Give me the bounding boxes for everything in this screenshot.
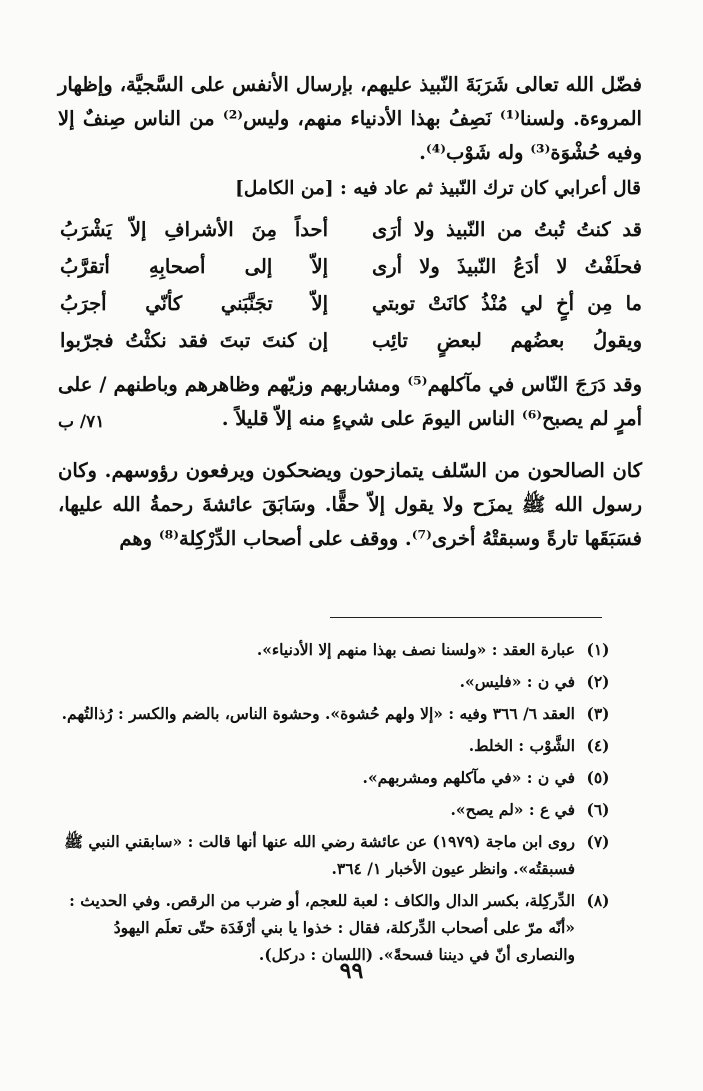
- footnote-number: (٦): [586, 800, 610, 819]
- folio-marker: ٧١/ ب: [58, 412, 105, 432]
- poem-verse: [60, 218, 642, 255]
- footnote-divider: [330, 617, 602, 618]
- footnotes: [57, 636, 617, 973]
- footnote-number: (٤): [586, 736, 610, 755]
- poem-verse: [60, 255, 642, 292]
- verse-second-hemistich: أحداً مِنَ الأشرافِ إلاّ يَشْرَبُ: [60, 218, 328, 241]
- verse-second-hemistich: إن كنتَ تبتَ فقد نكثْتُ فجرّبوا: [60, 329, 328, 352]
- footnote-text: في ع : «لم يصح».: [450, 800, 575, 819]
- footnote: [57, 732, 617, 759]
- verse-first-hemistich: فحلَفْتُ لا أدَعُ النّبيذَ ولا أرى: [372, 255, 642, 278]
- footnote-number: (٢): [586, 672, 610, 691]
- footnote-text: روى ابن ماجة (١٩٧٩) عن عائشة رضي الله عنها أنها قالت : «سابقني النبي ﷺ فسبقتُه». وانظر عيون الأخبار ١/ ٣٦٤.: [64, 832, 575, 878]
- poem: [60, 218, 642, 366]
- footnote-text: عبارة العقد : «ولسنا نصف بهذا منهم إلا الأدنياء».: [256, 640, 575, 659]
- poem-verse: [60, 329, 642, 366]
- footnote-number: (٥): [586, 768, 610, 787]
- paragraph-3: كان الصالحون من السّلف يتمازحون ويضحكون ويرفعون رؤوسهم. وكان رسول الله ﷺ يمزَح ولا يقول إلاّ حقًّا. وسَابَقَ عائشةَ رحمةُ الله عليها، فسَبَقَها تارةً وسبقتْهُ أخرى⁽⁷⁾. ووقف على أصحاب الدِّرْكِلة⁽⁸⁾ وهم: [58, 459, 642, 550]
- footnote-number: (٣): [586, 704, 610, 723]
- footnote-number: (١): [586, 640, 610, 659]
- verse-first-hemistich: ما مِن أخٍ لي مُنْذُ كانَتْ توبتي: [372, 292, 642, 315]
- paragraph-2: وقد دَرَجَ النّاس في مآكلهم⁽⁵⁾ ومشاربهم وزيّهم وظاهرهم وباطنهم / على أمرٍ لم يصبح⁽⁶⁾ الناس اليومَ على شيءٍ منه إلاّ قليلاً .: [58, 373, 642, 430]
- verse-second-hemistich: إلاّ إلى أصحابِهِ أتقرَّبُ: [60, 255, 328, 278]
- footnote-text: في ن : «فليس».: [459, 672, 575, 691]
- poem-verse: [60, 292, 642, 329]
- footnote-text: الدِّركِلة، بكسر الدال والكاف : لعبة للعجم، أو ضرب من الرقص. وفي الحديث : «أنّه مرّ على أصحاب الدِّركلة، فقال : خذوا يا بني أرْفَدَة حتّى تعلَم اليهودُ والنصارى أنّ في ديننا فسحةً». (اللسان : دركل).: [69, 891, 575, 964]
- footnote-text: العقد ٦/ ٣٦٦ وفيه : «إلا ولهم حُشوة». وحشوة الناس، بالضم والكسر : رُذالتُهم.: [61, 704, 575, 723]
- footnote: [57, 700, 617, 727]
- poem-intro: قال أعرابي كان ترك النّبيذ ثم عاد فيه : [من الكامل]: [235, 178, 641, 199]
- footnote-text: الشَّوْب : الخلط.: [468, 736, 575, 755]
- verse-second-hemistich: إلاّ تجَنَّبَني كأنّي أجرَبُ: [60, 292, 328, 315]
- footnote: [57, 668, 617, 695]
- verse-first-hemistich: قد كنتُ تُبتُ من النّبيذ ولا أرَى: [372, 218, 642, 241]
- paragraph-1: فضّل الله تعالى شَرَبَةَ النّبيذ عليهم، بإرسال الأنفس على السَّجيَّة، وإظهار المروءة. ولسنا⁽¹⁾ نَصِفُ بهذا الأدنياء منهم، وليس⁽²⁾ من الناس صِنفٌ إلا وفيه حُشْوَة⁽³⁾ وله شَوْب⁽⁴⁾.: [58, 73, 642, 164]
- footnote: [57, 764, 617, 791]
- footnote-number: (٧): [586, 832, 610, 851]
- footnote: [57, 887, 617, 968]
- footnote-text: في ن : «في مآكلهم ومشربهم».: [362, 768, 575, 787]
- footnote-number: (٨): [586, 891, 610, 910]
- page-number: ٩٩: [339, 958, 364, 984]
- footnote: [57, 796, 617, 823]
- footnote: [57, 828, 617, 882]
- verse-first-hemistich: ويقولُ بعضُهم لبعضٍ تائِب: [372, 329, 642, 352]
- footnote: [57, 636, 617, 663]
